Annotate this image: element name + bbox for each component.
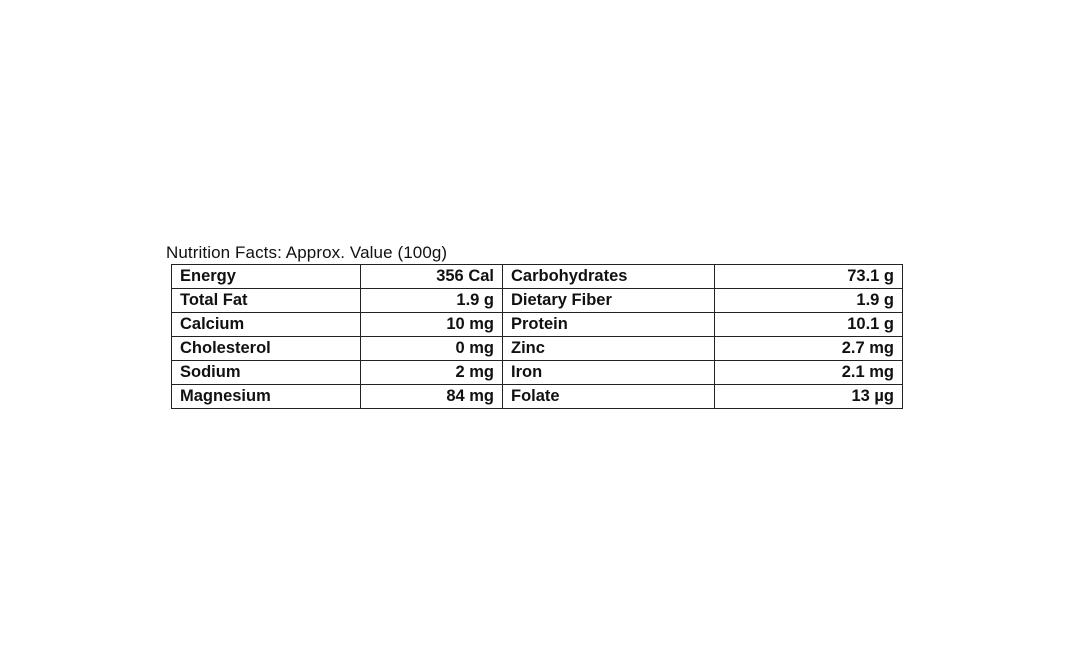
- nutrient-name: Folate: [503, 385, 715, 409]
- nutrient-name: Energy: [172, 265, 361, 289]
- nutrition-facts-table: [171, 264, 903, 409]
- nutrient-value: 1.9 g: [361, 289, 503, 313]
- nutrient-value: 73.1 g: [715, 265, 903, 289]
- nutrient-value: 2 mg: [361, 361, 503, 385]
- nutrient-value: 0 mg: [361, 337, 503, 361]
- nutrient-name: Iron: [503, 361, 715, 385]
- table-row: [172, 385, 903, 409]
- nutrient-value: 84 mg: [361, 385, 503, 409]
- table-row: [172, 289, 903, 313]
- nutrient-name: Dietary Fiber: [503, 289, 715, 313]
- nutrient-value: 2.1 mg: [715, 361, 903, 385]
- table-row: [172, 313, 903, 337]
- nutrient-value: 10 mg: [361, 313, 503, 337]
- nutrient-name: Protein: [503, 313, 715, 337]
- nutrient-value: 10.1 g: [715, 313, 903, 337]
- nutrient-name: Sodium: [172, 361, 361, 385]
- nutrient-value: 356 Cal: [361, 265, 503, 289]
- table-row: [172, 265, 903, 289]
- nutrient-name: Cholesterol: [172, 337, 361, 361]
- table-row: [172, 337, 903, 361]
- nutrient-name: Carbohydrates: [503, 265, 715, 289]
- nutrition-facts-block: [166, 243, 903, 409]
- nutrition-facts-title: Nutrition Facts: Approx. Value (100g): [166, 243, 448, 262]
- nutrient-name: Total Fat: [172, 289, 361, 313]
- table-row: [172, 361, 903, 385]
- nutrient-value: 13 µg: [715, 385, 903, 409]
- nutrient-name: Calcium: [172, 313, 361, 337]
- nutrient-name: Zinc: [503, 337, 715, 361]
- nutrient-value: 1.9 g: [715, 289, 903, 313]
- nutrient-name: Magnesium: [172, 385, 361, 409]
- nutrient-value: 2.7 mg: [715, 337, 903, 361]
